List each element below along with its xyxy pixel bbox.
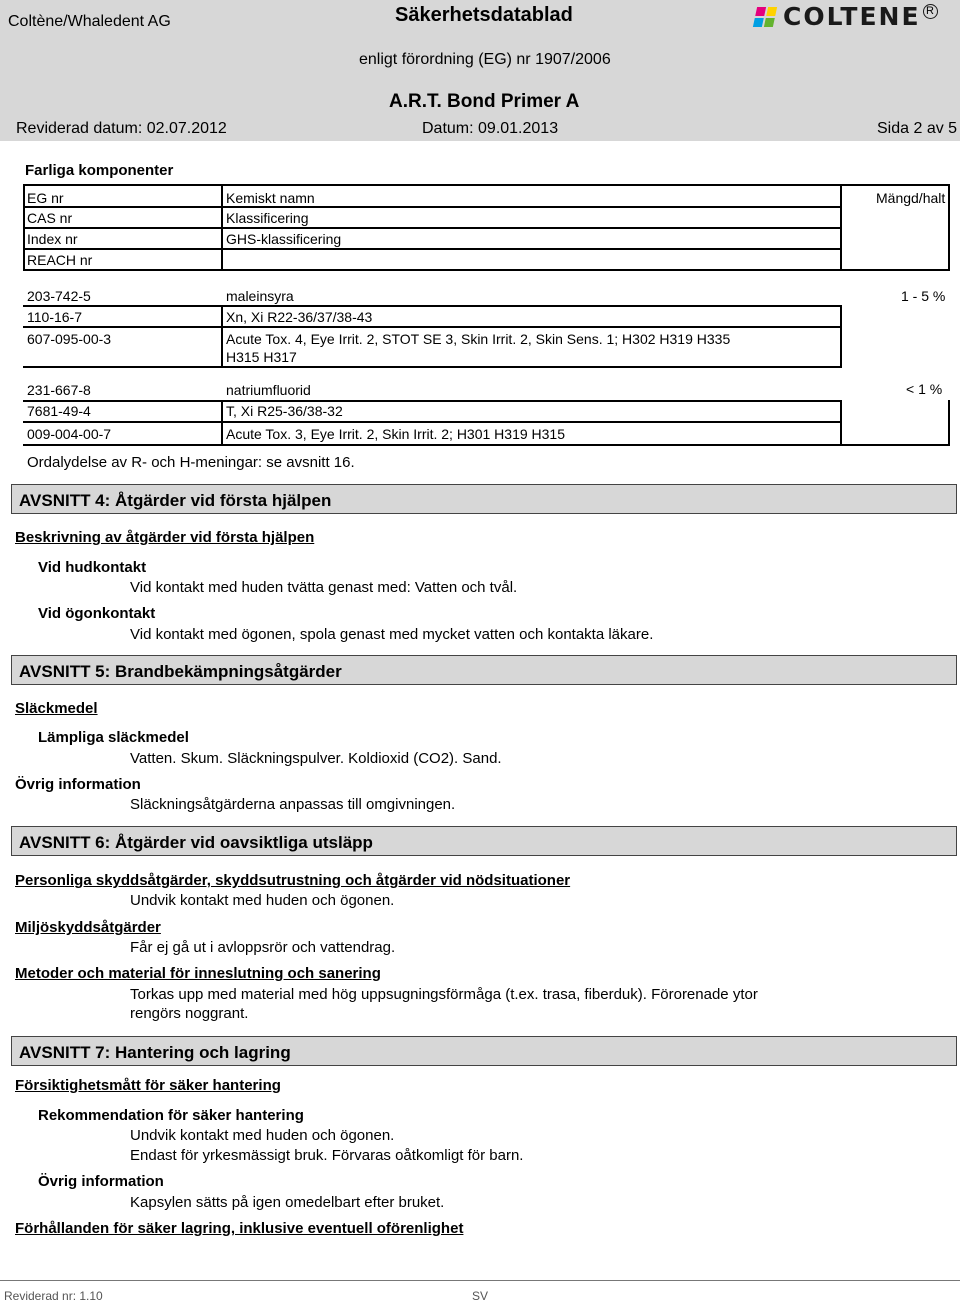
revision-number: Reviderad nr: 1.10 [4,1289,103,1303]
section-5-header: AVSNITT 5: Brandbekämpningsåtgärder [11,655,957,685]
product-name: A.R.T. Bond Primer A [389,91,580,112]
row2-cas: 7681-49-4 [27,403,91,419]
s6-subheading-2: Miljöskyddsåtgärder [15,919,161,936]
row1-amount: 1 - 5 % [901,288,946,304]
row2-eg: 231-667-8 [27,382,91,398]
row2-index: 009-004-00-7 [27,426,112,442]
s6-subheading-3: Metoder och material för inneslutning och sanering [15,965,381,982]
r-h-note: Ordalydelse av R- och H-meningar: se avsnitt 16. [27,454,355,471]
s5-subheading: Släckmedel [15,700,98,717]
row1-eg: 203-742-5 [27,288,91,304]
s5-other-label: Övrig information [15,776,141,793]
row1-index: 607-095-00-3 [27,331,112,347]
header-cas: CAS nr [27,210,73,226]
s7-other-text: Kapsylen sätts på igen omedelbart efter bruket. [130,1194,445,1211]
regulation-text: enligt förordning (EG) nr 1907/2006 [359,51,611,68]
s7-rec-text-2: Endast för yrkesmässigt bruk. Förvaras oåtkomligt för barn. [130,1147,524,1164]
s6-text-1: Undvik kontakt med huden och ögonen. [130,892,395,909]
s7-subheading-1: Försiktighetsmått för säker hantering [15,1077,281,1094]
row1-name: maleinsyra [226,288,294,304]
s6-text-3a: Torkas upp med material med hög uppsugningsförmåga (t.ex. trasa, fiberduk). Förorenade ytor [130,986,758,1003]
header-eg: EG nr [27,190,64,206]
s5-suitable-text: Vatten. Skum. Släckningspulver. Koldioxid (CO2). Sand. [130,750,502,767]
print-date: Datum: 09.01.2013 [422,120,559,137]
row2-class: T, Xi R25-36/38-32 [226,403,343,419]
section-7-header: AVSNITT 7: Hantering och lagring [11,1036,957,1066]
header-ghs: GHS-klassificering [226,231,342,247]
s7-rec-text-1: Undvik kontakt med huden och ögonen. [130,1127,395,1144]
header-reach: REACH nr [27,252,93,268]
s4-subheading: Beskrivning av åtgärder vid första hjälpen [15,529,315,546]
s6-text-2: Får ej gå ut i avloppsrör och vattendrag. [130,939,396,956]
revised-date: Reviderad datum: 02.07.2012 [16,120,227,137]
s6-subheading-1: Personliga skyddsåtgärder, skyddsutrustning och åtgärder vid nödsituationer [15,872,571,889]
logo-mark-icon [753,7,777,27]
document-title: Säkerhetsdatablad [395,4,573,26]
s4-eye-text: Vid kontakt med ögonen, spola genast med mycket vatten och kontakta läkare. [130,626,654,643]
row1-cas: 110-16-7 [27,309,83,325]
header-classification: Klassificering [226,210,309,226]
company-name: Coltène/Whaledent AG [8,13,171,30]
s4-eye-label: Vid ögonkontakt [38,605,156,622]
footer-divider [0,1280,960,1281]
row1-ghs: Acute Tox. 4, Eye Irrit. 2, STOT SE 3, Skin Irrit. 2, Skin Sens. 1; H302 H319 H335 [226,331,731,347]
section-4-header: AVSNITT 4: Åtgärder vid första hjälpen [11,484,957,514]
s7-other-label: Övrig information [38,1173,164,1190]
s4-skin-text: Vid kontakt med huden tvätta genast med: Vatten och tvål. [130,579,518,596]
page-number: Sida 2 av 5 [877,120,958,137]
row2-name: natriumfluorid [226,382,311,398]
header-chemical-name: Kemiskt namn [226,190,315,206]
row1-ghs-cont: H315 H317 [226,349,297,365]
s6-text-3b: rengörs noggrant. [130,1005,249,1022]
s4-skin-label: Vid hudkontakt [38,559,147,576]
s5-suitable-label: Lämpliga släckmedel [38,729,189,746]
row2-ghs: Acute Tox. 3, Eye Irrit. 2, Skin Irrit. 2; H301 H319 H315 [226,426,566,442]
language-code: SV [472,1289,489,1303]
header-amount: Mängd/halt [876,190,946,206]
header-index: Index nr [27,231,78,247]
section-6-header: AVSNITT 6: Åtgärder vid oavsiktliga utsläpp [11,826,957,856]
row1-class: Xn, Xi R22-36/37/38-43 [226,309,373,325]
s7-subheading-2: Förhållanden för säker lagring, inklusive eventuell oförenlighet [15,1220,464,1237]
row2-amount: < 1 % [906,381,943,397]
components-title: Farliga komponenter [25,162,174,179]
s7-rec-label: Rekommendation för säker hantering [38,1107,304,1124]
s5-other-text: Släckningsåtgärderna anpassas till omgivningen. [130,796,456,813]
coltene-logo: COLTENE R [755,2,938,31]
